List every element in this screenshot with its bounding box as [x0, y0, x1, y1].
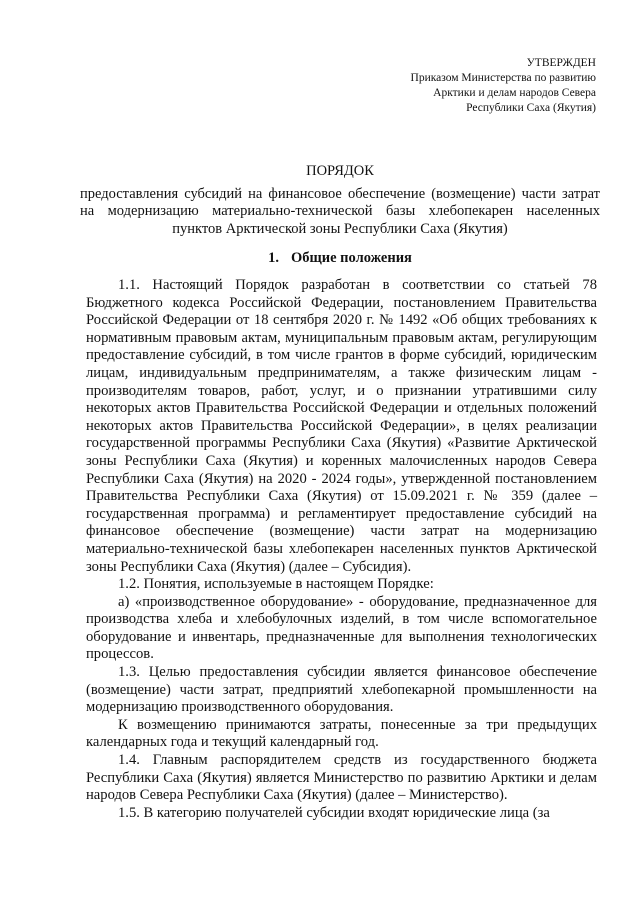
- approval-line: Арктики и делам народов Севера: [433, 87, 596, 99]
- document-subtitle: предоставления субсидий на финансовое обеспечение (возмещение) части затрат на модернизацию материально-технической базы хлебопекарен населенных пунктов Арктической зоны Республики Саха (Якутия): [80, 185, 600, 237]
- document-title-block: [80, 163, 600, 238]
- paragraph: 1.2. Понятия, используемые в настоящем Порядке:: [118, 576, 434, 593]
- approval-line: Приказом Министерства по развитию: [410, 72, 596, 84]
- paragraph: 1.4. Главным распорядителем средств из государственного бюджета Республики Саха (Якутия) является Министерство по развитию Арктики и делам народов Севера Республики Саха (Якутия) (далее – Министерство).: [86, 752, 597, 804]
- document-title: ПОРЯДОК: [306, 163, 374, 179]
- paragraph: 1.5. В категорию получателей субсидии входят юридические лица (за: [118, 804, 550, 821]
- paragraph: К возмещению принимаются затраты, понесенные за три предыдущих календарных года и текущий календарный год.: [86, 716, 597, 751]
- section-number: 1.: [268, 250, 279, 266]
- approval-line: Республики Саха (Якутия): [466, 102, 596, 114]
- paragraph: 1.1. Настоящий Порядок разработан в соответствии со статьей 78 Бюджетного кодекса Российской Федерации, постановлением Правительства Российской Федерации от 18 сентября 2020 г. № 1492 «Об общих требованиях к нормативным правовым актам, муниципальным правовым актам, регулирующим предоставление субсидий, в том числе грантов в форме субсидий, юридическим лицам, индивидуальным предпринимателям, а также физическим лицам - производителям товаров, работ, услуг, и о признании утратившими силу некоторых актов Правительства Российской Федерации и отдельных положений некоторых актов Правительства Российской Федерации», в целях реализации государственной программы Республики Саха (Якутия) «Развитие Арктической зоны Республики Саха (Якутия) и коренных малочисленных народов Севера Республики Саха (Якутия) на 2020 - 2024 годы», утвержденной постановлением Правительства Республики Саха (Якутия) от 15.09.2021 г. № 359 (далее – государственная программа) и регламентирует предоставление субсидий на финансовое обеспечение (возмещение) части затрат на модернизацию материально-технической базы хлебопекарен населенных пунктов Арктической зоны Республики Саха (Якутия) (далее – Субсидия).: [86, 277, 597, 575]
- paragraph: 1.3. Целью предоставления субсидии является финансовое обеспечение (возмещение) части затрат, предприятий хлебопекарной промышленности на модернизацию производственного оборудования.: [86, 664, 597, 716]
- paragraph: а) «производственное оборудование» - оборудование, предназначенное для производства хлеба и хлебобулочных изделий, в том числе вспомогательное оборудование и инвентарь, предназначенные для выполнения технологических процессов.: [86, 593, 597, 663]
- section-title: Общие положения: [290, 250, 412, 266]
- approval-stamp: [411, 56, 596, 116]
- document-body: [86, 277, 597, 822]
- approval-line: УТВЕРЖДЕН: [526, 57, 596, 69]
- section-heading: [80, 249, 600, 267]
